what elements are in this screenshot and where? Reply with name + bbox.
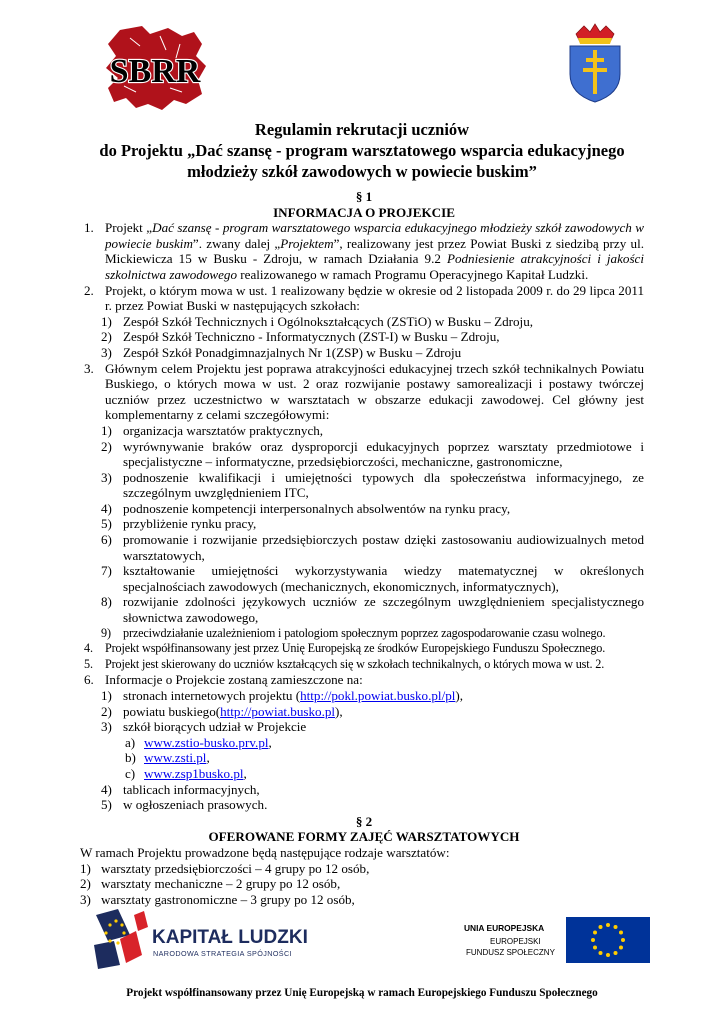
list-item: 1) organizacja warsztatów praktycznych, xyxy=(101,422,324,438)
document-title xyxy=(60,119,664,182)
info-channels-list xyxy=(84,688,644,735)
kapital-ludzki-subtitle: NARODOWA STRATEGIA SPÓJNOŚCI xyxy=(153,949,292,958)
eu-star xyxy=(614,951,618,955)
list-item: 1. Projekt „Dać szansę - program warsztatowego wsparcia edukacyjnego młodzieży szkół zawodowych w powiecie buskim”. zwany dalej „Projektem”, realizowany jest przez Powiat Buski z siedzibą przy ul. Mickiewicza 15 w Busku - Zdroju, w ramach Działania 9.2 Podniesienie atrakcyjności i jakości szkolnictwa zawodowego realizowanego w ramach Programu Operacyjnego Kapitał Ludzki. xyxy=(84,220,645,282)
school-link-zsti[interactable]: www.zsti.pl xyxy=(144,750,207,766)
eu-star xyxy=(593,931,597,935)
footer-logos xyxy=(90,905,650,975)
info-channels-list-more xyxy=(84,782,644,813)
list-item: b) www.zsti.pl, xyxy=(125,750,210,766)
school-link-zsp1[interactable]: www.zsp1busko.pl xyxy=(144,765,244,781)
list-item: 2) warsztaty mechaniczne – 2 grupy po 12 osób, xyxy=(80,876,341,892)
section-1-list xyxy=(84,220,644,813)
list-item: 3) warsztaty gastronomiczne – 3 grupy po 12 osób, xyxy=(80,891,355,907)
eu-star xyxy=(619,931,623,935)
list-item: 4) tablicach informacyjnych, xyxy=(101,781,260,797)
title-line-3: młodzieży szkół zawodowych w powiecie buskim” xyxy=(187,162,537,181)
eu-flag-logo xyxy=(462,915,650,965)
list-item: 3) Zespół Szkół Ponadgimnazjalnych Nr 1(ZSP) w Busku – Zdroju xyxy=(101,344,462,360)
section-2-heading: OFEROWANE FORMY ZAJĘĆ WARSZTATOWYCH xyxy=(208,829,520,845)
list-item: 8) rozwijanie zdolności językowych uczniów ze szczególnym uwzględnieniem specjalistycznego słownictwa zawodowego, xyxy=(101,594,644,626)
eu-star xyxy=(619,946,623,950)
eu-star xyxy=(606,923,610,927)
list-item: 2) Zespół Szkół Techniczno - Informatycznych (ZST-I) w Busku – Zdroju, xyxy=(101,329,500,345)
eu-star xyxy=(614,925,618,929)
sbrr-logo-text: SBRR xyxy=(109,53,201,90)
list-item: 2) powiatu buskiego(http://powiat.busko.pl), xyxy=(101,703,343,719)
coat-of-arms-crest xyxy=(566,22,624,104)
school-link-zstio[interactable]: www.zstio-busko.prv.pl xyxy=(144,734,269,750)
eu-line-1: UNIA EUROPEJSKA xyxy=(464,923,545,933)
list-item: 5. Projekt jest skierowany do uczniów kształcących się w szkołach technikalnych, o których mowa w ust. 2. xyxy=(84,656,605,671)
eu-star xyxy=(599,925,603,929)
action-name: Podniesienie atrakcyjności i jakości szkolnictwa zawodowego xyxy=(105,251,645,282)
eu-star xyxy=(621,938,625,942)
eu-star xyxy=(593,946,597,950)
eu-star xyxy=(606,953,610,957)
list-item: 1) warsztaty przedsiębiorczości – 4 grupy po 12 osób, xyxy=(80,860,370,876)
eu-star xyxy=(599,951,603,955)
list-item: 4. Projekt współfinansowany jest przez Unię Europejską ze środków Europejskiego Funduszu Społecznego. xyxy=(84,641,606,656)
county-website-link[interactable]: http://powiat.busko.pl xyxy=(220,703,336,719)
project-alias: Projektem xyxy=(280,235,334,251)
section-2-mark: § 2 xyxy=(355,813,373,829)
title-line-2: do Projektu „Dać szansę - program warsztatowego wsparcia edukacyjnego xyxy=(99,141,625,160)
list-item: 5) przybliżenie rynku pracy, xyxy=(101,516,257,532)
school-links-list xyxy=(84,735,644,782)
eu-star xyxy=(591,938,595,942)
section-1-heading: INFORMACJA O PROJEKCIE xyxy=(273,204,455,220)
project-website-link[interactable]: http://pokl.powiat.busko.pl/pl xyxy=(300,688,456,703)
list-item: 1) stronach internetowych projektu (http://pokl.powiat.busko.pl/pl), xyxy=(101,688,464,703)
eu-line-3: FUNDUSZ SPOŁECZNY xyxy=(466,948,555,957)
list-item: 6. Informacje o Projekcie zostaną zamieszczone na: 1) stronach internetowych projektu (http://pokl.powiat.busko.pl/pl), 2) powiatu buskiego(http://powiat.busko.pl), 3) szkół biorących udział w Projekcie a) www.zstio-busko.prv.pl, b) www.zsti.pl, c) www.zsp1busko.pl, 4) tablicach informacyjnych, 5) w ogłoszeniach prasowych. xyxy=(84,672,644,812)
document-body xyxy=(80,189,645,907)
schools-list xyxy=(84,314,644,361)
list-item: 1) Zespół Szkół Technicznych i Ogólnokształcących (ZSTiO) w Busku – Zdroju, xyxy=(101,313,534,329)
goals-list xyxy=(84,423,644,641)
list-item: 5) w ogłoszeniach prasowych. xyxy=(101,797,268,813)
section-1-mark: § 1 xyxy=(355,189,373,204)
section-2-intro: W ramach Projektu prowadzone będą następujące rodzaje warsztatów: xyxy=(80,844,450,860)
list-item: 9) przeciwdziałanie uzależnieniom i patologiom społecznym poprzez zagospodarowanie czasu wolnego. xyxy=(101,625,606,640)
list-item: 7) kształtowanie umiejętności wykorzystywania wiedzy matematycznej w określonych specjalnościach zawodowych (mechanicznych, ekonomicznych, informatycznych), xyxy=(101,563,644,594)
list-item: 3) podnoszenie kwalifikacji i umiejętności typowych dla społeczeństwa informacyjnego, ze szczególnym uwzględnieniem ITC, xyxy=(101,469,644,501)
list-item: c) www.zsp1busko.pl, xyxy=(125,765,247,781)
kapital-ludzki-logo xyxy=(90,905,310,975)
footer-text: Projekt współfinansowany przez Unię Europejską w ramach Europejskiego Funduszu Społecznego xyxy=(126,987,598,999)
list-item: a) www.zstio-busko.prv.pl, xyxy=(125,734,272,750)
list-item: 6) promowanie i rozwijanie przedsiębiorczych postaw dzięki zastosowaniu audiowizualnych metod warsztatowych, xyxy=(101,532,644,563)
list-item: 3) szkół biorących udział w Projekcie xyxy=(101,719,307,735)
sbrr-map-logo xyxy=(90,22,220,114)
list-item: 2. Projekt, o którym mowa w ust. 1 realizowany będzie w okresie od 2 listopada 2009 r. do 29 lipca 2011 r. przez Powiat Buski w następujących szkołach: 1) Zespół Szkół Technicznych i Ogólnokształcących (ZSTiO) w Busku – Zdroju, 2) Zespół Szkół Techniczno - Informatycznych (ZST-I) w Busku – Zdroju, 3) Zespół Szkół Ponadgimnazjalnych Nr 1(ZSP) w Busku – Zdroju xyxy=(84,282,644,360)
list-item: 4) podnoszenie kompetencji interpersonalnych absolwentów na rynku pracy, xyxy=(101,500,511,516)
kapital-ludzki-title: KAPITAŁ LUDZKI xyxy=(152,927,308,948)
list-item: 3. Głównym celem Projektu jest poprawa atrakcyjności edukacyjnej trzech szkół technikalnych Powiatu Buskiego, o których mowa w ust. 2 oraz rozwijanie postawy samorealizacji i postawy twórczej uczniów przez uczestnictwo w warsztatach w obszarze edukacji zawodowej. Cel główny jest komplementarny z celami szczegółowymi: 1) organizacja warsztatów praktycznych, 2) wyrównywanie braków oraz dysproporcji edukacyjnych poprzez warsztaty przedmiotowe i specjalistyczne – informatyczne, przedsiębiorczości, mechaniczne, gastronomiczne, 3) podnoszenie kwalifikacji i umiejętności typowych dla społeczeństwa informacyjnego, ze szczególnym uwzględnieniem ITC, 4) podnoszenie kompetencji interpersonalnych absolwentów na rynku pracy, 5) przybliżenie rynku pracy, 6) promowanie i rozwijanie przedsiębiorczych postaw dzięki zastosowaniu audiowizualnych metod warsztatowych, 7) kształtowanie umiejętności wykorzystywania wiedzy matematycznej w określonych specjalnościach zawodowych (mechanicznych, ekonomicznych, informatycznych), 8) rozwijanie zdolności językowych uczniów ze szczególnym uwzględnieniem specjalistycznego słownictwa zawodowego, 9) przeciwdziałanie uzależnieniom i patologiom społecznym poprzez zagospodarowanie czasu wolnego. xyxy=(84,360,644,640)
title-line-1: Regulamin rekrutacji uczniów xyxy=(254,120,470,139)
workshops-list xyxy=(80,861,644,908)
list-item: 2) wyrównywanie braków oraz dysproporcji edukacyjnych poprzez warsztaty przedmiotowe i specjalistyczne – informatyczne, przedsiębiorczości, mechaniczne, gastronomiczne, xyxy=(101,438,644,470)
eu-line-2: EUROPEJSKI xyxy=(490,937,541,946)
project-name: Dać szansę - program warsztatowego wsparcia edukacyjnego młodzieży szkół zawodowych w powiecie buskim xyxy=(105,220,644,251)
